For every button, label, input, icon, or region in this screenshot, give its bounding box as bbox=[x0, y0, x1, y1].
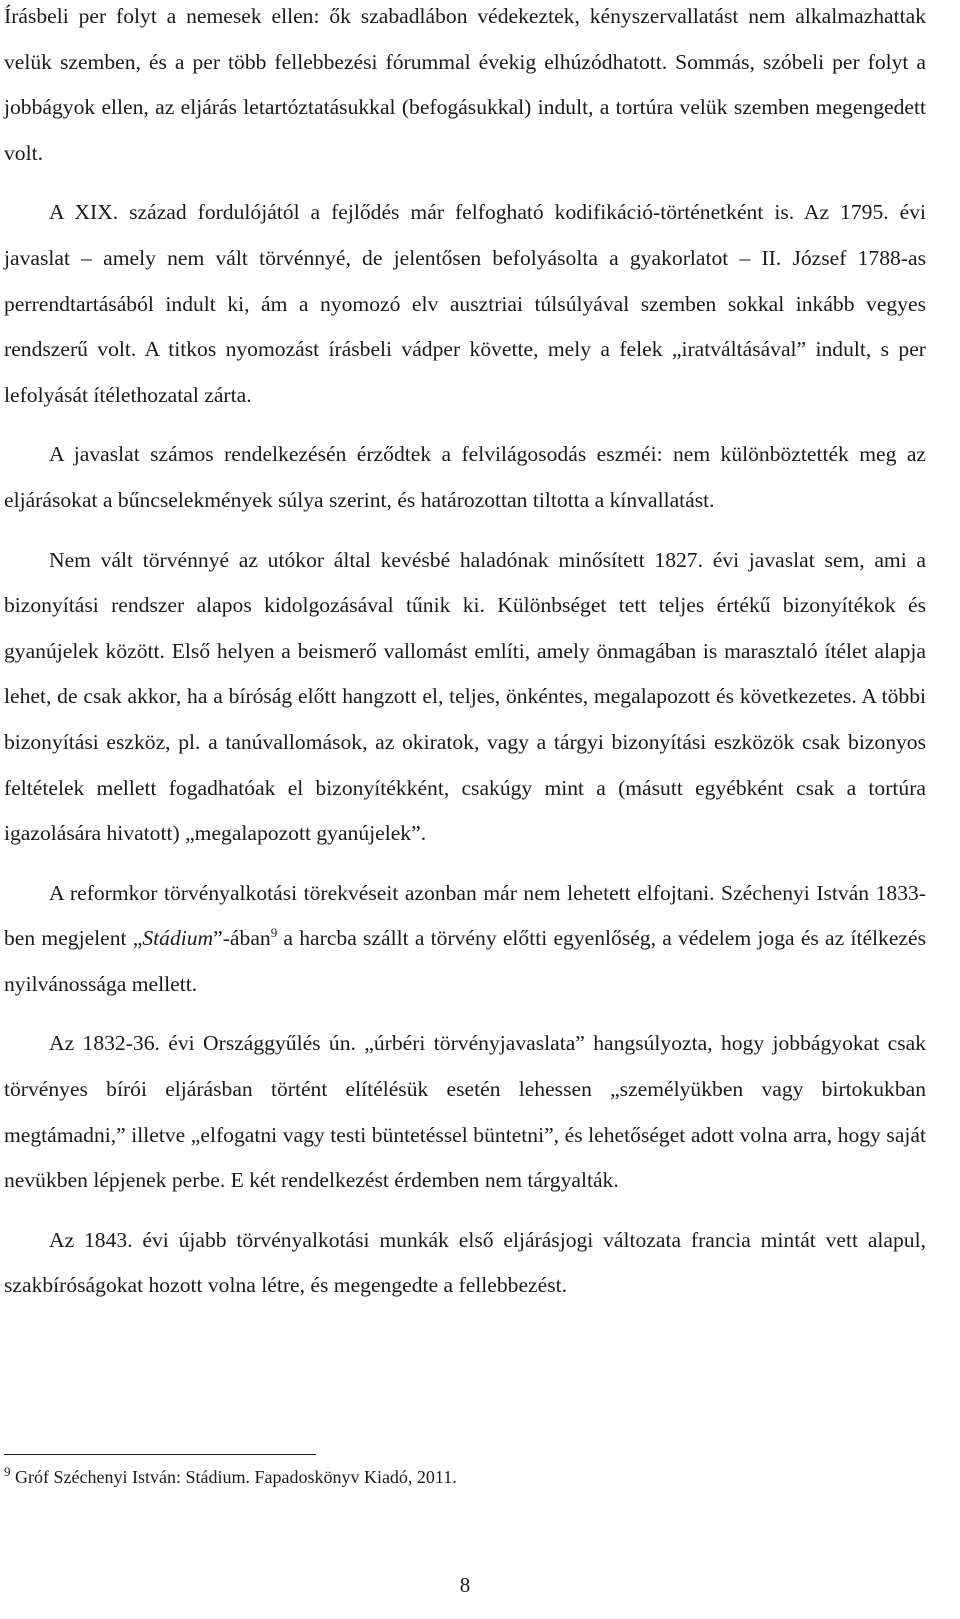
paragraph-7: Az 1843. évi újabb törvényalkotási munkák első eljárásjogi változata francia mintát vett alapul, szakbíróságokat hozott volna létre, és megengedte a fellebbezést. bbox=[4, 1227, 926, 1298]
footnote-separator bbox=[4, 1454, 316, 1455]
footnote-number: 9 bbox=[4, 1464, 11, 1479]
paragraph-4: Nem vált törvénnyé az utókor által kevésbé haladónak minősített 1827. évi javaslat sem, ami a bizonyítási rendszer alapos kidolgozásával tűnik ki. Különbséget tett teljes értékű bizonyítékok és gyanújelek között. Első helyen a beismerő vallomást említi, amely önmagában is marasztaló ítélet alapja lehet, de csak akkor, ha a bíróság előtt hangzott el, teljes, önkéntes, megalapozott és következetes. A többi bizonyítási eszköz, pl. a tanúvallomások, az okiratok, vagy a tárgyi bizonyítási eszközök csak bizonyos feltételek mellett fogadhatóak el bizonyítékként, csakúgy mint a (másutt egyébként csak a tortúra igazolására hivatott) „megalapozott gyanújelek”. bbox=[4, 547, 926, 846]
paragraph-6: Az 1832-36. évi Országgyűlés ún. „úrbéri törvényjavaslata” hangsúlyozta, hogy jobbágyokat csak törvényes bírói eljárásban történt elítélésük esetén lehessen „személyükben vagy birtokukban megtámadni,” illetve „elfogatni vagy testi büntetéssel büntetni”, és lehetőséget adott volna arra, hogy saját nevükben lépjenek perbe. E két rendelkezést érdemben nem tárgyalták. bbox=[4, 1031, 926, 1193]
paragraph-5-text-mid: ”-ában bbox=[213, 926, 271, 951]
paragraph-5-text-end: a harcba szállt a törvény előtti egyenlőség, a védelem joga és az ítélkezés nyilvánossága mellett. bbox=[4, 926, 926, 996]
paragraph-1: Írásbeli per folyt a nemesek ellen: ők szabadlábon védekeztek, kényszervallatást nem alkalmazhattak velük szemben, és a per több fellebbezési fórummal évekig elhúzódhatott. Sommás, szóbeli per folyt a jobbágyok ellen, az eljárás letartóztatásukkal (befogásukkal) indult, a tortúra velük szemben megengedett volt. bbox=[4, 4, 926, 165]
footnote-reference[interactable]: 9 bbox=[270, 925, 278, 941]
document-body bbox=[4, 0, 926, 1309]
book-title-italic: Stádium bbox=[142, 926, 214, 951]
paragraph-5 bbox=[4, 871, 926, 1008]
footnote-text: Gróf Széchenyi István: Stádium. Fapadoskönyv Kiadó, 2011. bbox=[10, 1467, 457, 1487]
paragraph-2: A XIX. század fordulójától a fejlődés már felfogható kodifikáció-történetként is. Az 1795. évi javaslat – amely nem vált törvénnyé, de jelentősen befolyásolta a gyakorlatot – II. József 1788-as perrendtartásából indult ki, ám a nyomozó elv ausztriai túlsúlyával szemben sokkal inkább vegyes rendszerű volt. A titkos nyomozást írásbeli vádper követte, mely a felek „iratváltásával” indult, s per lefolyását ítélethozatal zárta. bbox=[4, 200, 926, 407]
paragraph-5-text-start: A reformkor törvényalkotási törekvéseit azonban már nem lehetett elfojtani. Széchenyi István 1833-ben megjelent „ bbox=[4, 880, 926, 951]
footnote bbox=[4, 1465, 904, 1489]
paragraph-3: A javaslat számos rendelkezésén érződtek a felvilágosodás eszméi: nem különböztették meg az eljárásokat a bűncselekmények súlya szerint, és határozottan tiltotta a kínvallatást. bbox=[4, 442, 926, 512]
page-number: 8 bbox=[459, 1573, 471, 1597]
